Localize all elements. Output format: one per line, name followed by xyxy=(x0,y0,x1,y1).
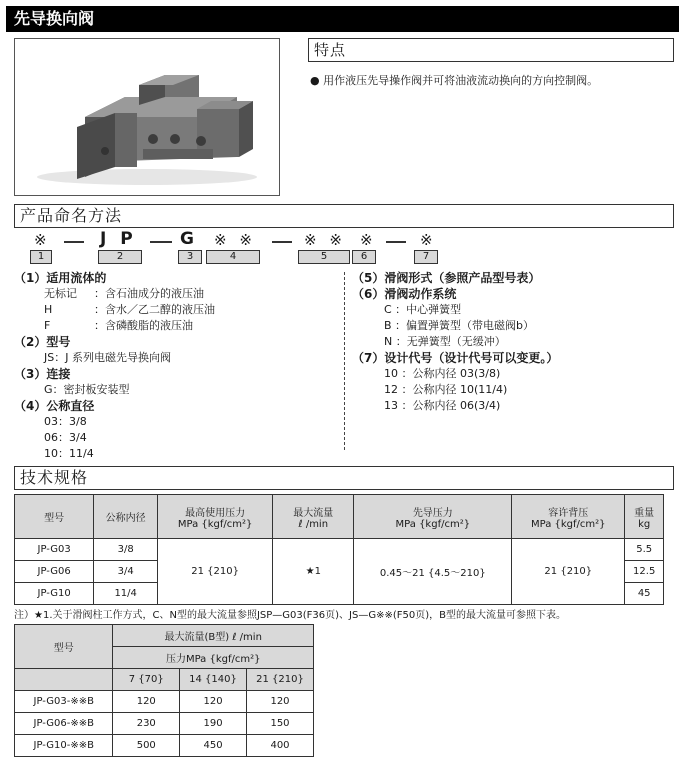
code-part-7: ※ xyxy=(420,231,433,249)
bullet-icon: ● xyxy=(310,74,320,87)
col-weight: 重量 kg xyxy=(625,495,664,539)
code-dash xyxy=(64,241,84,243)
section-connection-title: （3）连接 xyxy=(14,367,71,381)
col-model: 型号 xyxy=(15,495,94,539)
flow-table xyxy=(14,624,314,757)
naming-right xyxy=(352,270,678,414)
code-index-5: 5 xyxy=(298,250,350,264)
table-row: JP-G06-※※B 230 190 150 xyxy=(15,713,314,735)
section-size-title: （4）公称直径 xyxy=(14,399,95,413)
flow-col: 7 {70} xyxy=(113,669,180,691)
code-part-2: J P xyxy=(100,229,137,249)
cell-back: 21 {210} xyxy=(512,539,625,605)
col-back: 容许背压 MPa {kgf/cm²} xyxy=(512,495,625,539)
flow-pressure-header: 压力MPa {kgf/cm²} xyxy=(113,647,314,669)
code-part-3: G xyxy=(180,229,194,249)
flow-col: 14 {140} xyxy=(180,669,247,691)
code-index-4: 4 xyxy=(206,250,260,264)
section-spool-title: （5）滑阀形式（参照产品型号表） xyxy=(352,271,541,285)
product-photo xyxy=(14,38,280,196)
table-row: JP-G10-※※B 500 450 400 xyxy=(15,735,314,757)
features-heading: 特点 xyxy=(308,38,674,62)
code-part-5: ※ ※ xyxy=(304,231,346,249)
size-row: 10：11/4 xyxy=(44,447,94,460)
features-text: 用作液压先导操作阀并可将油液流动换向的方向控制阀。 xyxy=(323,74,599,87)
spec-note: 注）★1.关于滑阀柱工作方式，C、N型的最大流量参照JSP—G03(F36页)、JS—G※※(F50页)，B型的最大流量可参照下表。 xyxy=(14,610,566,621)
section-action-title: （6）滑阀动作系统 xyxy=(352,287,457,301)
cell-max-flow: ★1 xyxy=(273,539,354,605)
design-row: 13 ：公称内径 06(3/4) xyxy=(384,399,501,412)
valve-illustration xyxy=(15,39,279,195)
code-part-4: ※ ※ xyxy=(214,231,256,249)
col-max-pressure: 最高使用压力 MPa {kgf/cm²} xyxy=(158,495,273,539)
table-row: JP-G03-※※B 120 120 120 xyxy=(15,691,314,713)
connection-text: G：密封板安装型 xyxy=(44,383,130,396)
fluid-row: 无标记 ：含石油成分的液压油 xyxy=(44,287,204,300)
code-dash xyxy=(150,241,172,243)
fluid-row: F ：含磷酸脂的液压油 xyxy=(44,319,193,332)
flow-col: 21 {210} xyxy=(247,669,314,691)
fluid-row: H ：含水／乙二醇的液压油 xyxy=(44,303,215,316)
col-max-flow: 最大流量 ℓ /min xyxy=(273,495,354,539)
code-index-7: 7 xyxy=(414,250,438,264)
code-index-2: 2 xyxy=(98,250,142,264)
spec-table xyxy=(14,494,664,605)
flow-title: 最大流量(B型) ℓ /min xyxy=(113,625,314,647)
model-text: JS：J 系列电磁先导换向阀 xyxy=(44,351,171,364)
action-row: N ：无弹簧型（无缓冲） xyxy=(384,335,506,348)
action-row: C ：中心弹簧型 xyxy=(384,303,462,316)
code-index-6: 6 xyxy=(352,250,376,264)
cell-max-pressure: 21 {210} xyxy=(158,539,273,605)
col-nominal: 公称内径 xyxy=(94,495,158,539)
column-divider xyxy=(344,272,345,450)
naming-left xyxy=(14,270,344,462)
section-fluid-title: （1）适用流体的 xyxy=(14,271,107,285)
flow-empty xyxy=(15,669,113,691)
design-row: 10 ：公称内径 03(3/8) xyxy=(384,367,501,380)
table-row: JP-G03 3/8 21 {210} ★1 0.45～21 {4.5～210} 21 {210} 5.5 xyxy=(15,539,664,561)
size-row: 06：3/4 xyxy=(44,431,87,444)
section-design-title: （7）设计代号（设计代号可以变更。） xyxy=(352,351,559,365)
table-row: JP-G10 11/4 45 xyxy=(15,583,664,605)
code-dash xyxy=(272,241,292,243)
page-title: 先导换向阀 xyxy=(6,6,679,32)
flow-col-model: 型号 xyxy=(15,625,113,669)
table-row: JP-G06 3/4 12.5 xyxy=(15,561,664,583)
features-item xyxy=(310,72,674,88)
cell-pilot: 0.45～21 {4.5～210} xyxy=(354,539,512,605)
code-part-1: ※ xyxy=(34,231,47,249)
code-dash xyxy=(386,241,406,243)
size-row: 03：3/8 xyxy=(44,415,87,428)
naming-heading: 产品命名方法 xyxy=(14,204,674,228)
design-row: 12 ：公称内径 10(11/4) xyxy=(384,383,508,396)
section-model-title: （2）型号 xyxy=(14,335,71,349)
col-pilot: 先导压力 MPa {kgf/cm²} xyxy=(354,495,512,539)
code-index-1: 1 xyxy=(30,250,52,264)
code-part-6: ※ xyxy=(360,231,373,249)
spec-heading: 技术规格 xyxy=(14,466,674,490)
action-row: B ：偏置弹簧型（带电磁阀b） xyxy=(384,319,535,332)
code-index-3: 3 xyxy=(178,250,202,264)
